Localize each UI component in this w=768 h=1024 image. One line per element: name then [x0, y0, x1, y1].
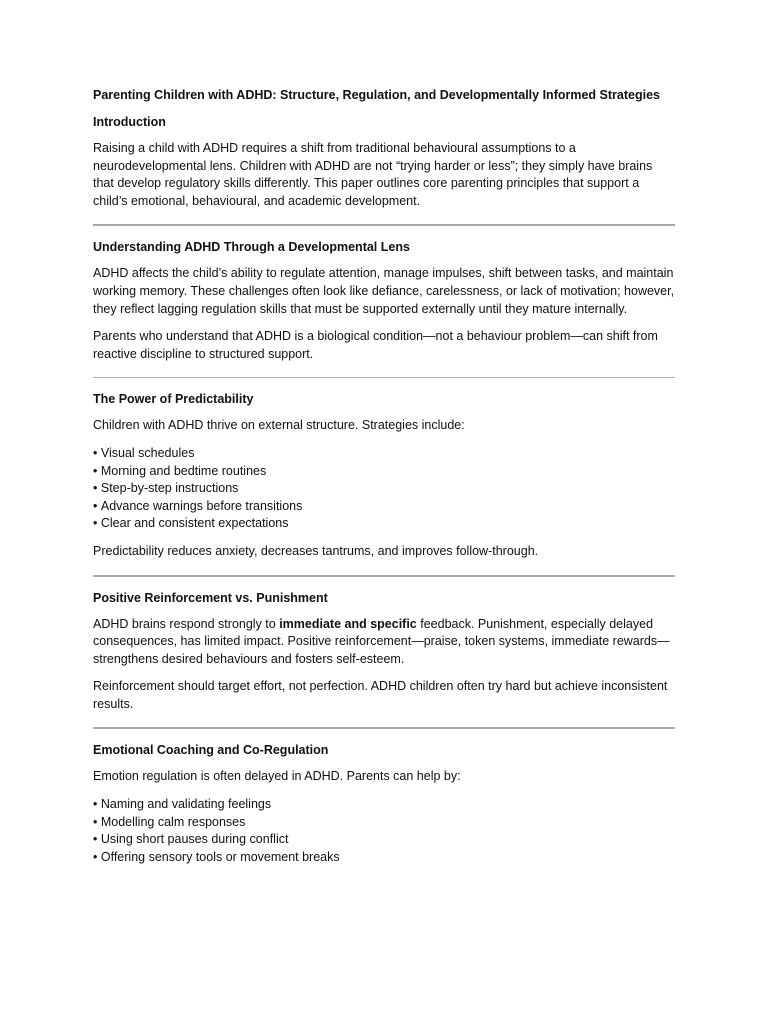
- list-item: • Morning and bedtime routines: [93, 463, 675, 481]
- emphasis-text: immediate and specific: [279, 616, 417, 631]
- section-divider: [93, 224, 675, 226]
- section-developmental-lens: [93, 238, 675, 363]
- section-heading: The Power of Predictability: [93, 392, 254, 407]
- section-emotional-coaching: [93, 741, 675, 866]
- document-title: Parenting Children with ADHD: Structure, Regulation, and Developmentally Informed Strategies: [93, 88, 660, 102]
- strategy-list: [93, 796, 675, 866]
- section-heading: Understanding ADHD Through a Developmental Lens: [93, 240, 410, 255]
- list-item: • Clear and consistent expectations: [93, 515, 675, 533]
- paragraph-text: ADHD brains respond strongly to: [93, 616, 280, 631]
- paragraph: Emotion regulation is often delayed in ADHD. Parents can help by:: [93, 769, 461, 784]
- list-item: • Offering sensory tools or movement breaks: [93, 849, 675, 867]
- paragraph: ADHD affects the child’s ability to regulate attention, manage impulses, shift between tasks, and maintain working memory. These challenges often look like defiance, carelessness, or lack of motivation; however, they reflect lagging regulation skills that must be supported externally until they mature internally.: [93, 266, 675, 316]
- paragraph: [93, 616, 675, 669]
- section-heading: Emotional Coaching and Co-Regulation: [93, 743, 329, 758]
- list-item: • Advance warnings before transitions: [93, 498, 675, 516]
- section-divider: [93, 575, 675, 577]
- section-heading: Introduction: [93, 115, 166, 129]
- paragraph: Predictability reduces anxiety, decreases tantrums, and improves follow-through.: [93, 543, 539, 558]
- section-predictability: [93, 390, 675, 560]
- strategy-list: [93, 445, 675, 533]
- paragraph: Reinforcement should target effort, not perfection. ADHD children often try hard but achieve inconsistent results.: [93, 679, 668, 711]
- list-item: • Using short pauses during conflict: [93, 831, 675, 849]
- list-item: • Step-by-step instructions: [93, 480, 675, 498]
- list-item: • Visual schedules: [93, 445, 675, 463]
- section-divider: [93, 377, 675, 378]
- paragraph: Raising a child with ADHD requires a shift from traditional behavioural assumptions to a neurodevelopmental lens. Children with ADHD are not “trying harder or less”; they simply have brains that develop regulatory skills differently. This paper outlines core parenting principles that support a child’s emotional, behavioural, and academic development.: [93, 141, 653, 208]
- paragraph: Parents who understand that ADHD is a biological condition—not a behaviour problem—can shift from reactive discipline to structured support.: [93, 329, 658, 361]
- list-item: • Modelling calm responses: [93, 814, 675, 832]
- paragraph-text: feedback. Punishment, especially delayed consequences, has limited impact. Positive reinforcement—praise, token systems, immediate rewards—strengthens desired behaviours and fosters self-esteem.: [93, 616, 670, 666]
- section-heading: Positive Reinforcement vs. Punishment: [93, 590, 328, 605]
- list-item: • Naming and validating feelings: [93, 796, 675, 814]
- section-divider: [93, 727, 675, 729]
- paragraph: Children with ADHD thrive on external structure. Strategies include:: [93, 418, 465, 433]
- section-reinforcement: [93, 589, 675, 714]
- section-introduction: [93, 113, 675, 210]
